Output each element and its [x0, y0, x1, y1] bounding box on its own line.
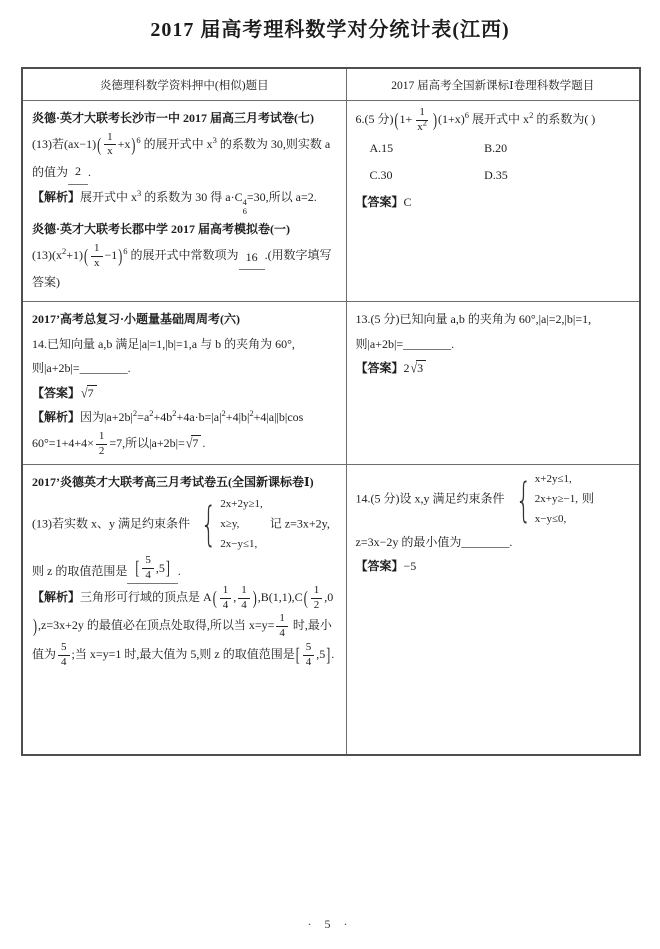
- paragraph: 【解析】三角形可行域的顶点是 A( $\frac{1}{4}$ , $\frac{1}{4}$ ),B(1,1),C( $\frac{1}{2}$ ,0),z=3x+2y 的最值必在顶点处取得,所以当 x=y= $\frac{1}{4}$ 时,最小值为 $\frac{5}{4}$ ;当 x=y=1 时,最大值为 5,则 z 的取值范围是[ $\frac{5}{4}$ ,5].: [32, 584, 337, 670]
- answer-blank: 16: [239, 245, 265, 271]
- table-row: [22, 465, 640, 755]
- cell-row2-similar-question: [22, 301, 346, 464]
- big-bracket: (: [394, 108, 399, 131]
- bold-label: 【答案】: [355, 361, 404, 376]
- column-header-right: 2017 届高考全国新课标Ⅰ卷理科数学题目: [346, 68, 640, 101]
- answer-blank: [ $\frac{5}{4}$ ,5 ]: [127, 554, 178, 584]
- page-title: 2017 届高考理科数学对分统计表(江西): [150, 19, 510, 41]
- paragraph: [32, 381, 337, 406]
- option: C.30: [369, 168, 393, 183]
- superscript: 6: [136, 134, 141, 145]
- big-bracket: [: [295, 643, 300, 666]
- big-bracket: ): [33, 615, 37, 637]
- big-bracket: ): [433, 108, 438, 131]
- superscript: 6: [123, 245, 128, 256]
- bold-label: 【答案】: [355, 194, 404, 209]
- binomial-coefficient-indices: 4 6: [242, 196, 247, 217]
- fraction: $\frac{5}{4}$: [142, 554, 154, 583]
- big-bracket: ): [252, 586, 257, 609]
- big-bracket: ): [118, 244, 123, 267]
- big-bracket: (: [212, 586, 217, 609]
- source-heading: 炎德·英才大联考长郡中学 2017 届高考模拟卷(一): [32, 222, 290, 237]
- paragraph: 【答案】C: [355, 194, 412, 209]
- paragraph: 14.(5 分)设 x,y 满足约束条件 { x+2y≤1, 2x+y≥−1, x−y≤0, 则 z=3x−2y 的最小值为________.: [356, 470, 631, 554]
- option: A.15: [369, 140, 394, 155]
- source-heading: 2017’炎德英才大联考高三月考试卷五(全国新课标卷Ⅰ): [32, 475, 314, 490]
- superscript: 6: [464, 110, 470, 120]
- fraction: $\frac{1}{x}$: [91, 242, 103, 271]
- big-bracket: ]: [326, 643, 331, 666]
- paragraph: 【答案】−5: [355, 559, 417, 574]
- big-bracket: ]: [165, 557, 170, 579]
- paragraph: 【解析】展开式中 $x^3$ 的系数为 30 得 a·C 4 6 =30,所以 a=2.: [32, 187, 317, 217]
- big-bracket: ): [131, 133, 136, 156]
- big-bracket: [: [135, 557, 140, 579]
- superscript: 2: [172, 408, 177, 419]
- paragraph: 14.已知向量 a,b 满足|a|=1,|b|=1,a 与 b 的夹角为 60°,则|a+2b|=________.: [32, 336, 295, 376]
- fraction: $\frac{1}{x^2}$: [417, 106, 428, 133]
- cell-row3-exam-question: [346, 465, 640, 755]
- big-bracket: (: [303, 586, 308, 609]
- fraction: $\frac{1}{4}$: [238, 584, 250, 613]
- header-row: [22, 68, 640, 101]
- table-row: [22, 301, 640, 464]
- superscript: 2: [249, 408, 254, 419]
- constraint-system: { x+2y≤1, 2x+y≥−1, x−y≤0,: [515, 472, 578, 527]
- superscript: 2: [422, 117, 428, 128]
- paragraph: (13)若(ax−1)( $\frac{1}{x}$ +x)$^6$ 的展开式中 $x^3$ 的系数为 30,则实数 a 的值为2.: [32, 131, 337, 185]
- superscript: 2: [62, 245, 67, 256]
- square-root: √3: [411, 356, 427, 381]
- fraction: $\frac{1}{x}$: [104, 131, 116, 160]
- superscript: 2: [221, 408, 226, 419]
- paragraph: (13)若实数 x、y 满足约束条件 { 2x+2y≥1, x≥y, 2x−y≤1, 记 z=3x+2y,则 z 的取值范围是 [ $\frac{5}{4}$ ,5 ] .: [32, 495, 337, 584]
- column-header-left: 炎德理科数学资料押中(相似)题目: [22, 68, 346, 101]
- big-bracket: (: [97, 133, 102, 156]
- answer-blank: 2: [68, 159, 88, 185]
- bold-label: 【答案】: [355, 559, 404, 574]
- paragraph: 【解析】因为$|a+2b|^2=a^2+4b^2+4a\cdot b=|a|^2+4|b|^2+4|a||b|\cos$ 60°=1+4+4× $\frac{1}{2}$ =7,所以|a+2b|=√7 .: [32, 408, 304, 457]
- cell-row1-similar-question: [22, 101, 346, 302]
- fraction: $\frac{5}{4}$: [58, 641, 70, 670]
- paragraph: 13.(5 分)已知向量 a,b 的夹角为 60°,|a|=2,|b|=1,则|a+2b|=________.: [355, 311, 592, 351]
- cell-row3-similar-question: [22, 465, 346, 755]
- option: B.20: [484, 140, 508, 155]
- paragraph: $(13)(x^2+1)$( $\frac{1}{x}$ −1)$^6$ 的展开式中常数项为16.(用数字填写答案): [32, 242, 337, 295]
- option: D.35: [484, 168, 508, 183]
- superscript: 3: [212, 134, 217, 145]
- source-heading: 炎德·英才大联考长沙市一中 2017 届高三月考试卷(七): [32, 111, 314, 125]
- statistics-table: [21, 67, 641, 756]
- bold-label: 【解析】: [32, 589, 81, 604]
- bold-label: 【解析】: [32, 189, 81, 204]
- square-root: √7: [81, 381, 97, 406]
- paragraph: 【答案】2√3: [356, 356, 631, 381]
- page-number: · 5 ·: [307, 917, 353, 931]
- bold-label: 【解析】: [32, 410, 81, 425]
- superscript: 2: [529, 110, 534, 120]
- superscript: 2: [132, 408, 138, 419]
- options-row: [356, 162, 631, 190]
- fraction: $\frac{5}{4}$: [303, 641, 315, 670]
- table-row: [22, 101, 640, 302]
- fraction: $\frac{1}{2}$: [311, 584, 323, 613]
- bold-label: 【答案】: [32, 385, 81, 400]
- superscript: 2: [149, 408, 154, 419]
- fraction: $\frac{1}{4}$: [276, 612, 288, 641]
- big-bracket: (: [84, 244, 89, 267]
- paragraph: 6.(5 分)(1+ $\frac{1}{x^2}$ )$(1+x)^6$ 展开式中 $x^2$ 的系数为( ): [356, 106, 631, 135]
- fraction: $\frac{1}{4}$: [220, 584, 232, 613]
- square-root: √7: [186, 431, 202, 456]
- constraint-system: { 2x+2y≥1, x≥y, 2x−y≤1,: [200, 497, 263, 552]
- cell-row2-exam-question: [346, 301, 640, 464]
- superscript: 3: [137, 187, 142, 198]
- source-heading: 2017’高考总复习·小题量基础周周考(六): [32, 311, 240, 326]
- cell-row1-exam-question: [346, 101, 640, 302]
- fraction: $\frac{1}{2}$: [96, 430, 108, 459]
